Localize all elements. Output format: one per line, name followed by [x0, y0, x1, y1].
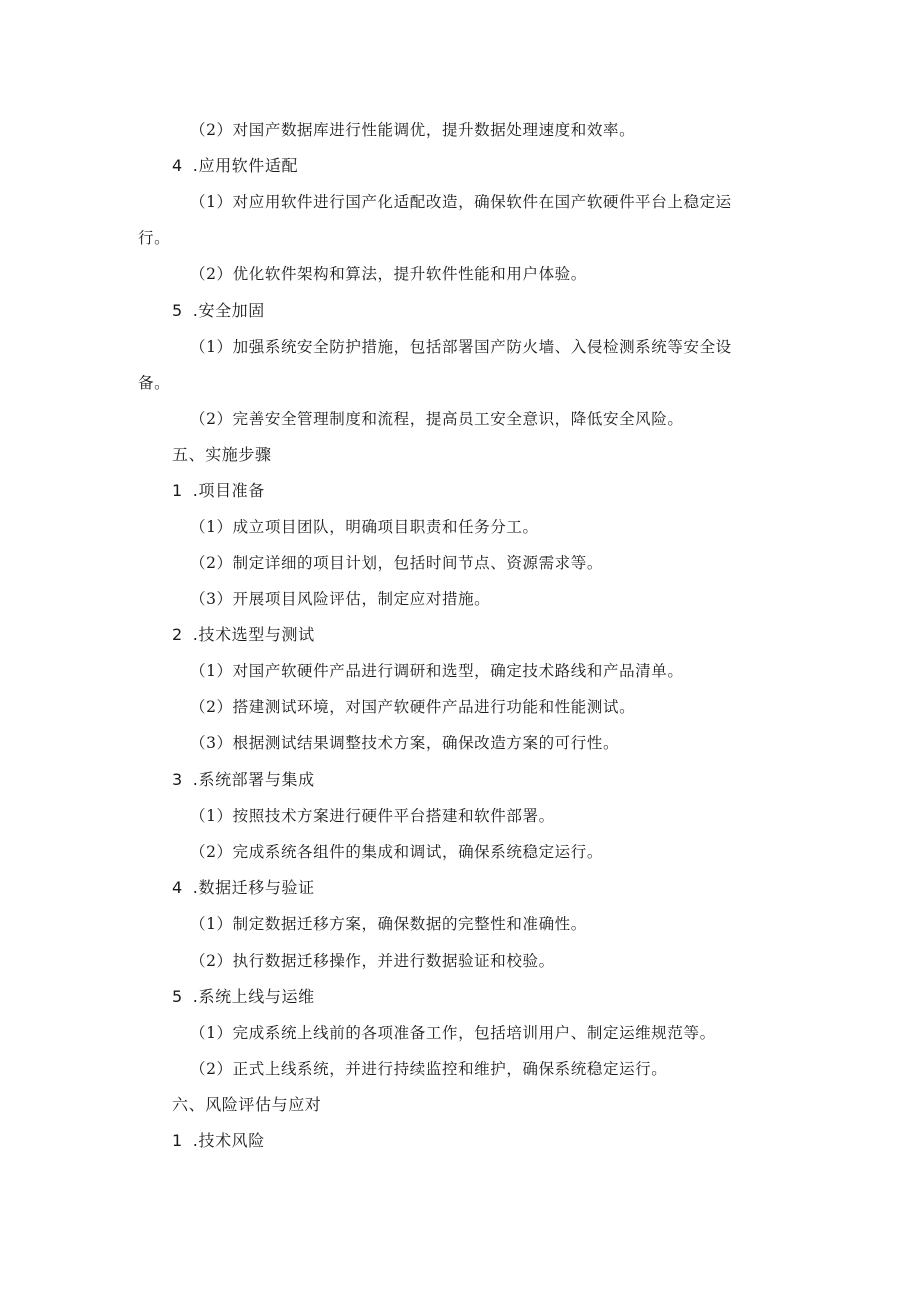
list-item: （1）制定数据迁移方案，确保数据的完整性和准确性。	[190, 915, 587, 933]
subheading-number: 4	[172, 156, 183, 175]
list-item: （2）完成系统各组件的集成和调试，确保系统稳定运行。	[190, 843, 603, 861]
list-item: （1）完成系统上线前的各项准备工作，包括培训用户、制定运维规范等。	[190, 1024, 716, 1042]
subheading-number: 3	[172, 770, 183, 789]
section-heading: 五、实施步骤	[172, 445, 272, 464]
list-item: （2）完善安全管理制度和流程，提高员工安全意识，降低安全风险。	[190, 410, 684, 428]
list-item: （1）对国产软硬件产品进行调研和选型，确定技术路线和产品清单。	[190, 662, 684, 680]
list-item: （2）制定详细的项目计划，包括时间节点、资源需求等。	[190, 554, 603, 572]
list-item: （1）对应用软件进行国产化适配改造，确保软件在国产软硬件平台上稳定运	[190, 193, 732, 211]
section-heading: 六、风险评估与应对	[172, 1095, 322, 1114]
subheading	[172, 1131, 265, 1151]
subheading-text: .数据迁移与验证	[192, 878, 315, 897]
list-item: （2）对国产数据库进行性能调优，提升数据处理速度和效率。	[190, 121, 636, 139]
subheading-text: .技术选型与测试	[192, 625, 315, 644]
subheading-number: 5	[172, 301, 183, 320]
list-item: （2）正式上线系统，并进行持续监控和维护，确保系统稳定运行。	[190, 1060, 668, 1078]
subheading-text: .技术风险	[192, 1131, 265, 1150]
subheading	[172, 987, 315, 1007]
subheading-number: 4	[172, 878, 183, 897]
list-item-continuation: 备。	[138, 374, 171, 392]
subheading-text: .安全加固	[192, 301, 265, 320]
list-item: （2）搭建测试环境，对国产软硬件产品进行功能和性能测试。	[190, 698, 636, 716]
list-item: （2）执行数据迁移操作，并进行数据验证和校验。	[190, 952, 555, 970]
subheading	[172, 301, 265, 321]
list-item-continuation: 行。	[138, 229, 171, 247]
subheading-text: .系统部署与集成	[192, 770, 315, 789]
subheading	[172, 770, 315, 790]
subheading	[172, 625, 315, 645]
subheading	[172, 156, 298, 176]
subheading	[172, 481, 265, 501]
subheading-number: 5	[172, 987, 183, 1006]
list-item: （1）加强系统安全防护措施，包括部署国产防火墙、入侵检测系统等安全设	[190, 338, 732, 356]
subheading-text: .系统上线与运维	[192, 987, 315, 1006]
list-item: （3）开展项目风险评估，制定应对措施。	[190, 590, 491, 608]
subheading-text: .应用软件适配	[192, 156, 299, 175]
list-item: （2）优化软件架构和算法，提升软件性能和用户体验。	[190, 265, 587, 283]
subheading-number: 1	[172, 1131, 183, 1150]
subheading-number: 1	[172, 481, 183, 500]
list-item: （1）成立项目团队，明确项目职责和任务分工。	[190, 518, 539, 536]
subheading-number: 2	[172, 625, 183, 644]
list-item: （3）根据测试结果调整技术方案，确保改造方案的可行性。	[190, 734, 620, 752]
subheading	[172, 878, 315, 898]
list-item: （1）按照技术方案进行硬件平台搭建和软件部署。	[190, 807, 555, 825]
subheading-text: .项目准备	[192, 481, 265, 500]
